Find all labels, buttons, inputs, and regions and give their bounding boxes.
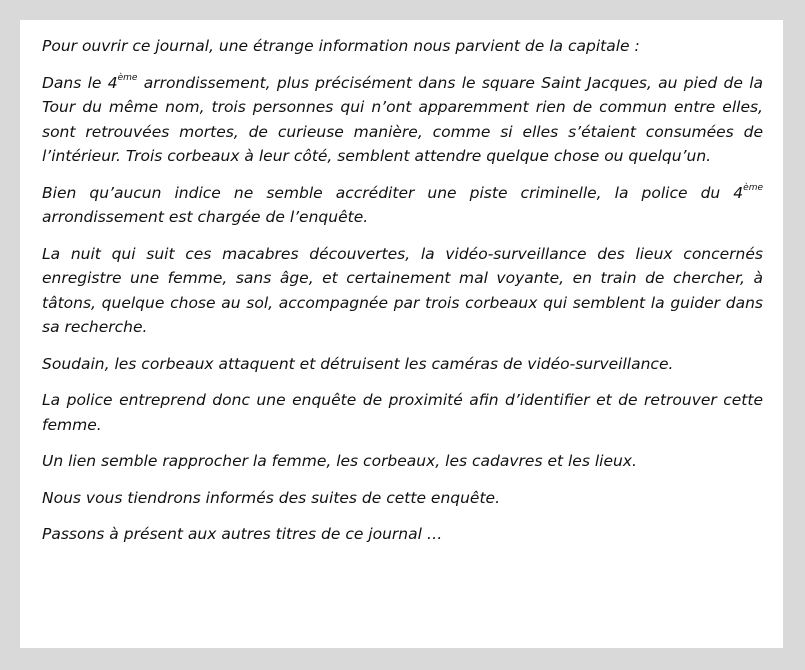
paragraph-discovery-start: Dans le 4 (42, 73, 118, 92)
paragraph-crows-attack: Soudain, les corbeaux attaquent et détruisent les caméras de vidéo-surveillance. (42, 354, 674, 373)
ordinal-superscript: ème (743, 182, 763, 193)
paragraph-investigation: La police entreprend donc une enquête de proximité afin d’identifier et de retrouver cette femme. (42, 391, 763, 434)
paragraph-video-surveillance: La nuit qui suit ces macabres découvertes, la vidéo-surveillance des lieux concernés enregistre une femme, sans âge, et certainement mal voyante, en train de chercher, à tâtons, quelque chose au sol, accompagnée par trois corbeaux qui semblent la guider dans sa recherche. (42, 244, 763, 336)
paragraph-link: Un lien semble rapprocher la femme, les corbeaux, les cadavres et les lieux. (42, 452, 637, 470)
paragraph-police (42, 181, 763, 230)
paragraph-discovery (42, 71, 763, 169)
document-page (20, 20, 783, 648)
paragraph-police-start: Bien qu’aucun indice ne semble accréditer une piste criminelle, la police du 4 (42, 183, 744, 202)
intro-paragraph: Pour ouvrir ce journal, une étrange information nous parvient de la capitale : (42, 37, 640, 55)
paragraph-closing: Passons à présent aux autres titres de ce journal … (42, 525, 443, 543)
paragraph-updates: Nous vous tiendrons informés des suites de cette enquête. (42, 488, 501, 507)
paragraph-police-rest: arrondissement est chargée de l’enquête. (42, 208, 369, 226)
paragraph-discovery-rest: arrondissement, plus précisément dans le square Saint Jacques, au pied de la Tour du même nom, trois personnes qui n’ont apparemment rien de commun entre elles, sont retrouvées mortes, de curieuse manière, comme si elles s’étaient consumées de l’intérieur. Trois corbeaux à leur côté, semblent attendre quelque chose ou quelqu’un. (42, 73, 763, 165)
ordinal-superscript: ème (117, 72, 138, 83)
